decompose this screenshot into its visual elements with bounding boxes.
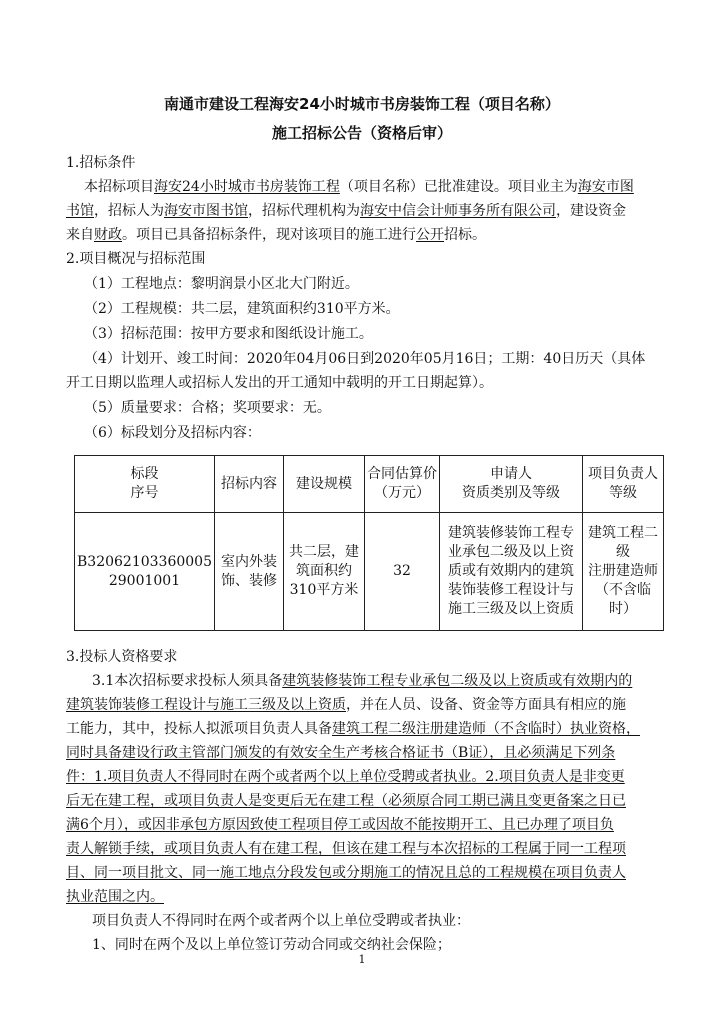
section-3-line-8: 责人解锁手续，或项目负责人有在建工程，但该在建工程与本次招标的工程属于同一工程项 — [66, 841, 626, 857]
header-lot-number: 标段 序号 — [75, 456, 215, 513]
project-lead-qualification: 建筑工程二级注册建造师（不含临时）执业资格， — [332, 721, 640, 737]
section-3-heading: 3.投标人资格要求 — [66, 649, 178, 665]
section-3-line-2: 建筑装饰装修工程设计与施工三级及以上资质，并在人员、设备、资金等方面具有相应的施 — [66, 697, 626, 713]
section-3-line-9: 目、同一项目批文、同一施工地点分段发包或分期施工的情况且总的工程规模在项目负责人 — [66, 865, 626, 881]
section-3-line-3: 工能力，其中，投标人拟派项目负责人具备建筑工程二级注册建造师（不含临时）执业资格， — [66, 721, 640, 737]
section-3-line-12: 1、同时在两个及以上单位签订劳动合同或交纳社会保险； — [92, 937, 451, 953]
project-owner-part-2: 书馆 — [66, 203, 94, 219]
header-applicant-qualification: 申请人 资质类别及等级 — [440, 456, 583, 513]
section-3-line-6: 后无在建工程，或项目负责人是变更后无在建工程（必须原合同工期已满且变更备案之日已 — [66, 793, 626, 809]
section-3-line-1: 3.1本次招标要求投标人须具备建筑装修装饰工程专业承包二级及以上资质或有效期内的 — [92, 673, 633, 689]
fund-source: 财政 — [94, 227, 122, 243]
section-1-line-3: 来自财政。项目已具备招标条件，现对该项目的施工进行公开招标。 — [66, 227, 486, 243]
cell-construction-scale: 共二层，建 筑面积约 310平方米 — [284, 513, 365, 631]
cell-project-lead-grade: 建筑工程二级 注册建造师 （不含临时） — [583, 513, 664, 631]
header-project-lead-grade: 项目负责人 等级 — [583, 456, 664, 513]
lot-division: （6）标段划分及招标内容： — [84, 425, 261, 441]
project-owner-part-1: 海安市图 — [577, 179, 634, 195]
header-tender-content: 招标内容 — [215, 456, 284, 513]
document-subtitle: 施工招标公告（资格后审） — [271, 124, 452, 142]
section-3-line-10: 执业范围之内。 — [66, 889, 164, 905]
project-name: 海安24小时城市书房装饰工程 — [154, 179, 340, 195]
header-construction-scale: 建设规模 — [284, 456, 365, 513]
tender-method: 公开 — [416, 227, 444, 243]
tender-agent: 海安中信会计师事务所有限公司 — [360, 203, 556, 219]
project-location: （1）工程地点：黎明润景小区北大门附近。 — [84, 276, 359, 292]
table-row — [75, 513, 664, 631]
quality-requirements: （5）质量要求：合格；奖项要求：无。 — [84, 400, 331, 416]
cell-contract-price: 32 — [365, 513, 440, 631]
page-number: 1 — [358, 953, 366, 966]
section-1-line-1: 本招标项目海安24小时城市书房装饰工程（项目名称）已批准建设。项目业主为海安市图 — [84, 179, 634, 195]
section-3-line-4: 同时具备建设行政主管部门颁发的有效安全生产考核合格证书（B证），且必须满足下列条 — [66, 745, 616, 761]
document-title: 南通市建设工程海安24小时城市书房装饰工程（项目名称） — [164, 95, 560, 113]
lot-table — [74, 455, 664, 631]
project-scale: （2）工程规模：共二层，建筑面积约310平方米。 — [84, 301, 400, 317]
required-qualification-1: 建筑装修装饰工程专业承包二级及以上资质或有效期内的 — [282, 673, 633, 689]
cell-lot-number: B32062103360005 29001001 — [75, 513, 215, 631]
table-header-row — [75, 456, 664, 513]
cell-applicant-qualification: 建筑装修装饰工程专 业承包二级及以上资 质或有效期内的建筑 装饰装修工程设计与 施工三级及以上资质 — [440, 513, 583, 631]
required-qualification-2: 建筑装饰装修工程设计与施工三级及以上资质 — [66, 697, 346, 713]
section-3-line-5: 件：1.项目负责人不得同时在两个或者两个以上单位受聘或者执业。2.项目负责人是非变更 — [66, 769, 625, 785]
section-1-line-2: 书馆，招标人为海安市图书馆，招标代理机构为海安中信会计师事务所有限公司，建设资金 — [66, 203, 626, 219]
cell-tender-content: 室内外装 饰、装修 — [215, 513, 284, 631]
schedule-line-2: 开工日期以监理人或招标人发出的开工通知中载明的开工日期起算）。 — [66, 375, 493, 391]
section-1-heading: 1.招标条件 — [66, 155, 136, 171]
tenderer: 海安市图书馆 — [164, 203, 248, 219]
section-3-line-11: 项目负责人不得同时在两个或者两个以上单位受聘或者执业： — [92, 913, 470, 929]
tender-scope: （3）招标范围：按甲方要求和图纸设计施工。 — [84, 326, 373, 342]
section-2-heading: 2.项目概况与招标范围 — [66, 251, 206, 267]
header-contract-price: 合同估算价 （万元） — [365, 456, 440, 513]
schedule-line-1: （4）计划开、竣工时间：2020年04月06日到2020年05月16日；工期：40日历天（具体 — [84, 351, 646, 367]
section-3-line-7: 满6个月），或因非承包方原因致使工程项目停工或因故不能按期开工、且已办理了项目负 — [66, 817, 614, 833]
